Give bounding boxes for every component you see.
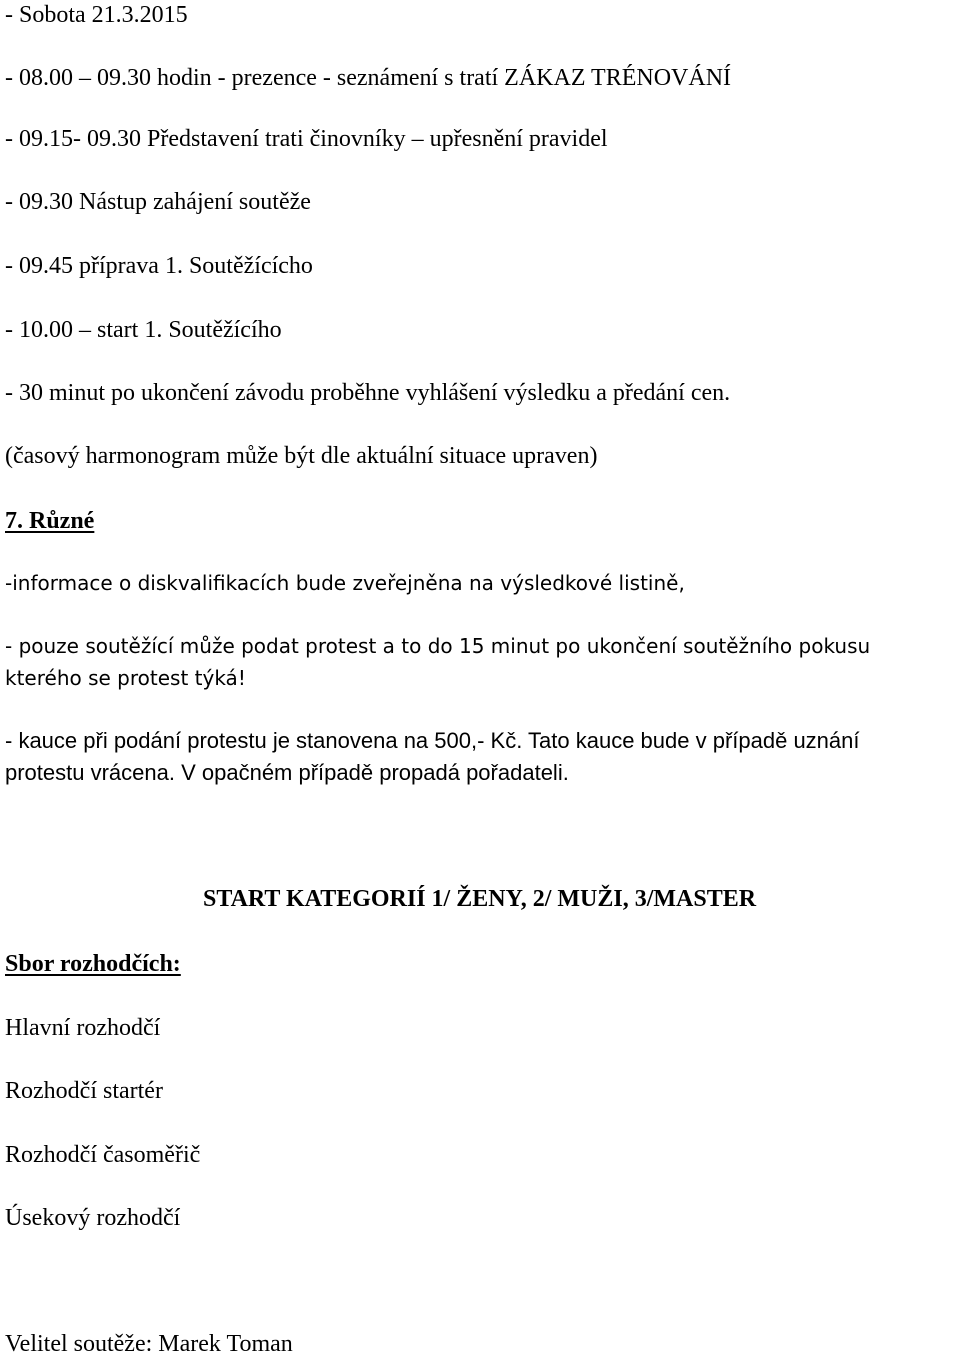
schedule-item: - 09.15- 09.30 Představení trati činovníky – upřesnění pravidel — [5, 126, 608, 152]
schedule-date: - Sobota 21.3.2015 — [5, 2, 188, 28]
schedule-item: - 10.00 – start 1. Soutěžícího — [5, 317, 282, 343]
schedule-item: - 09.30 Nástup zahájení soutěže — [5, 189, 311, 215]
section-line: protestu vrácena. V opačném případě propadá pořadateli. — [5, 760, 569, 785]
schedule-item: - 30 minut po ukončení závodu proběhne vyhlášení výsledku a předání cen. — [5, 380, 731, 406]
schedule-item: - 09.45 příprava 1. Soutěžícícho — [5, 253, 313, 279]
schedule-note: (časový harmonogram může být dle aktuální situace upraven) — [5, 443, 598, 469]
judges-heading: Sbor rozhodčích: — [5, 951, 181, 977]
start-categories-heading: START KATEGORIÍ 1/ ŽENY, 2/ MUŽI, 3/MASTER — [203, 886, 757, 912]
section-line: kterého se protest týká! — [5, 666, 246, 690]
competition-commander: Velitel soutěže: Marek Toman — [5, 1331, 293, 1357]
section-line: -informace o diskvalifikacích bude zveřejněna na výsledkové listině, — [5, 571, 685, 595]
judge-role: Hlavní rozhodčí — [5, 1015, 161, 1041]
judge-role: Rozhodčí startér — [5, 1078, 163, 1104]
judge-role: Rozhodčí časoměřič — [5, 1142, 201, 1168]
section-heading: 7. Různé — [5, 508, 95, 534]
judge-role: Úsekový rozhodčí — [5, 1205, 181, 1231]
section-line: - kauce při podání protestu je stanovena na 500,- Kč. Tato kauce bude v případě uznání — [5, 728, 860, 753]
section-line: - pouze soutěžící může podat protest a to do 15 minut po ukončení soutěžního pokusu — [5, 634, 871, 658]
schedule-item: - 08.00 – 09.30 hodin - prezence - seznámení s tratí ZÁKAZ TRÉNOVÁNÍ — [5, 65, 732, 91]
